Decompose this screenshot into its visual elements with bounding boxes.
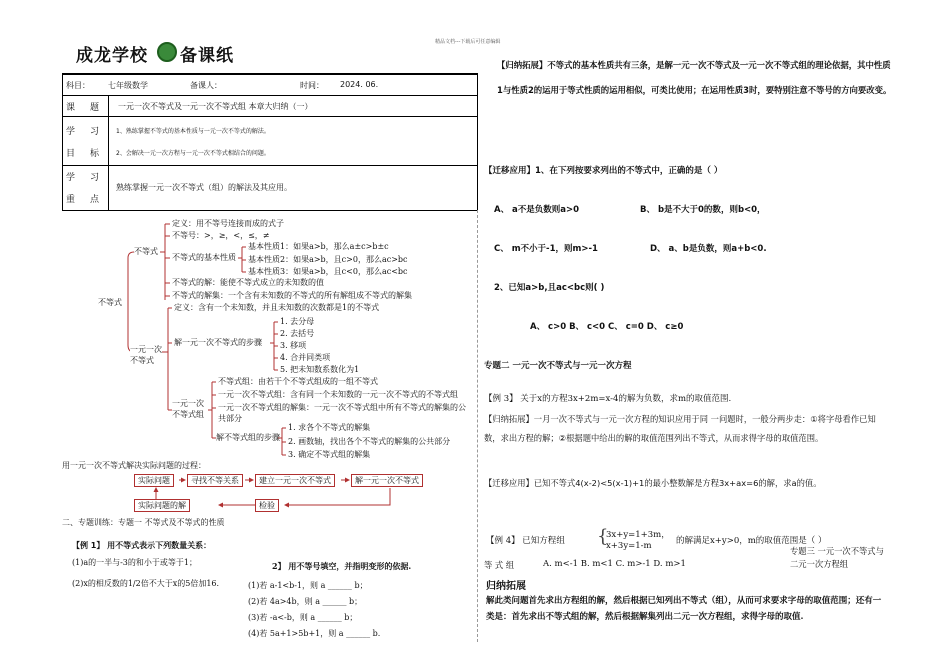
mindmap-node: 不等式组：由若干个不等式组成的一组不等式 bbox=[218, 377, 378, 386]
mindmap-node: 4. 合并同类项 bbox=[280, 353, 331, 362]
brace-icon: { bbox=[597, 526, 609, 547]
fill-blank: (1)若 a-1<b-1，则 a ______ b； bbox=[248, 581, 368, 590]
mindmap-node: 5. 把未知数系数化为1 bbox=[280, 365, 360, 374]
example-condition: 的解满足x+y>0，m的取值范围是（ ） bbox=[676, 536, 827, 546]
mindmap-node: 基本性质2：如果a>b，且c>0，那么ac>bc bbox=[248, 255, 408, 264]
mindmap-node: 定义：用不等号连接而成的式子 bbox=[172, 219, 284, 228]
goal-item: 1、熟练掌握不等式的基本性质与一元一次不等式的解法。 bbox=[116, 128, 270, 135]
question-options: A、 c>0 B、 c<0 C、 c=0 D、 c≥0 bbox=[530, 322, 684, 332]
subject-label: 科目： bbox=[66, 81, 90, 90]
mindmap-node: 3. 确定不等式组的解集 bbox=[288, 450, 371, 459]
goal-label: 学 bbox=[66, 127, 76, 137]
flow-box: 解一元一次不等式 bbox=[351, 474, 423, 487]
fill-blank: (2)若 4a>4b，则 a ______ b； bbox=[248, 597, 363, 606]
section-heading: 专题三 一元一次不等式与二元一次方程组 bbox=[790, 546, 884, 569]
mindmap-node: 不等号：>，≥，<，≤，≠ bbox=[172, 231, 270, 240]
topic-label: 课 bbox=[66, 103, 76, 113]
example-question: (1)a的一半与-3的和小于或等于1； bbox=[72, 558, 197, 567]
key-label: 习 bbox=[90, 173, 100, 183]
flow-box: 建立一元一次不等式 bbox=[255, 474, 335, 487]
equation: x+3y=1-m bbox=[606, 541, 652, 551]
goal-label: 习 bbox=[90, 127, 100, 137]
key-label: 点 bbox=[90, 195, 100, 205]
goal-item: 2、会解决一元一次方程与一元一次不等式相结合的问题。 bbox=[116, 150, 270, 157]
mindmap-node: 1. 去分母 bbox=[280, 317, 315, 326]
mindmap-node: 一元一次不等式组 bbox=[172, 399, 204, 419]
watermark: 精品文档---下载后可任意编辑 bbox=[435, 39, 501, 45]
mindmap-node: 不等式的基本性质 bbox=[172, 253, 236, 262]
goal-label: 目 bbox=[66, 149, 76, 159]
mindmap-node: 2. 画数轴，找出各个不等式的解集的公共部分 bbox=[288, 437, 451, 446]
application-paragraph: 【迁移应用】已知不等式4(x-2)<5(x-1)+1的最小整数解是方程3x+ax=6的解，求a的值。 bbox=[484, 478, 822, 488]
key-value: 熟练掌握一元一次不等式（组）的解法及其应用。 bbox=[116, 183, 292, 192]
option: D、 a、b是负数，则a+b<0. bbox=[650, 244, 767, 254]
mindmap-node: 基本性质1：如果a>b，那么a±c>b±c bbox=[248, 242, 389, 251]
example-title: 【例 3】 关于x的方程3x+2m=x-4的解为负数，求m的取值范围. bbox=[484, 394, 732, 404]
mindmap-node: 2. 去括号 bbox=[280, 329, 315, 338]
topic-value: 一元一次不等式及一元一次不等式组 本章大归纳（一） bbox=[118, 102, 313, 111]
induction-paragraph: 解此类问题首先求出方程组的解，然后根据已知列出不等式（组），从而可求要求字母的取值范围；还有一类是：首先求出不等式组的解，然后根据解集列出二元一次方程组，求得字母的取值. bbox=[486, 596, 882, 622]
option: C、 m不小于-1，则m>-1 bbox=[494, 244, 598, 254]
flow-box: 寻找不等关系 bbox=[187, 474, 243, 487]
mindmap-node: 解一元一次不等式的步骤 bbox=[174, 338, 262, 347]
application-title: 【迁移应用】1、在下列按要求列出的不等式中，正确的是（ ） bbox=[484, 166, 723, 176]
flow-box: 实际问题 bbox=[134, 474, 174, 487]
fill-blank: (3)若 -a<-b，则 a ______ b； bbox=[248, 613, 358, 622]
mindmap-node: 1. 求各个不等式的解集 bbox=[288, 423, 371, 432]
goal-label: 标 bbox=[90, 149, 100, 159]
page-title: 备课纸 bbox=[180, 46, 234, 66]
section-heading: 二、专题训练：专题一 不等式及不等式的性质 bbox=[62, 518, 225, 527]
key-label: 重 bbox=[66, 195, 76, 205]
subject-value: 七年级数学 bbox=[108, 81, 148, 90]
example-title: 【例 1】 用不等式表示下列数量关系： bbox=[72, 541, 212, 550]
question: 2、已知a>b,且ac<bc则( ) bbox=[494, 283, 605, 293]
time-label: 时间： bbox=[300, 81, 324, 90]
section-heading: 专题二 一元一次不等式与一元一次方程 bbox=[484, 361, 632, 371]
mindmap-node: 一元一次不等式组的解集：一元一次不等式组中所有不等式的解集的公共部分 bbox=[218, 403, 466, 423]
induction-paragraph: 【归纳拓展】一月一次不等式与一元一次方程的知识应用于同 一问题时，一般分两步走：①将字母看作已知数，求出方程的解；②根据题中给出的解的取值范围列出不等式，从而求得字母的取值范围。 bbox=[484, 414, 876, 443]
option: B、 b是不大于0的数，则b<0， bbox=[640, 205, 766, 215]
mindmap-node: 不等式的解集：一个含有未知数的不等式的所有解组成不等式的解集 bbox=[172, 291, 412, 300]
mindmap-node: 基本性质3：如果a>b，且c<0，那么ac<bc bbox=[248, 267, 408, 276]
example-title: 2】 用不等号填空，并指明变形的依据. bbox=[272, 561, 412, 571]
induction-heading: 归纳拓展 bbox=[486, 581, 526, 592]
mindmap-node: 一元一次不等式 bbox=[130, 345, 162, 365]
flow-box: 检验 bbox=[255, 499, 279, 512]
key-label: 学 bbox=[66, 173, 76, 183]
flow-box: 实际问题的解 bbox=[134, 499, 190, 512]
option: A、 a不是负数则a>0 bbox=[494, 205, 580, 215]
equation: 3x+y=1+3m， bbox=[606, 530, 670, 540]
mindmap-node: 一元一次不等式组：含有同一个未知数的一元一次不等式的不等式组 bbox=[218, 390, 458, 399]
fill-blank: (4)若 5a+1>5b+1，则 a ______ b. bbox=[248, 629, 381, 638]
induction-paragraph: 【归纳拓展】不等式的基本性质共有三条，是解一元一次不等式及一元一次不等式组的理论依据，其中性质1与性质2的运用于等式性质的运用相似，可类比使用；在运用性质3时，要特别注意不等号的方向要改变。 bbox=[497, 60, 892, 95]
options-lead: 等 式 组 bbox=[484, 560, 515, 570]
mindmap-root: 不等式 bbox=[98, 298, 122, 307]
mindmap-node: 不等式的解：能使不等式成立的未知数的值 bbox=[172, 278, 324, 287]
mindmap-node: 3. 移项 bbox=[280, 341, 307, 350]
school-name: 成龙学校 bbox=[76, 46, 148, 66]
example-title: 【例 4】 已知方程组 bbox=[486, 536, 565, 546]
mindmap-node: 定义：含有一个未知数，并且未知数的次数都是1的不等式 bbox=[174, 303, 380, 312]
topic-label: 题 bbox=[90, 103, 100, 113]
example-question: (2)x的相反数的1/2倍不大于x的5倍加16. bbox=[72, 579, 220, 588]
flow-title: 用一元一次不等式解决实际问题的过程： bbox=[62, 461, 206, 470]
mindmap-node: 解不等式组的步骤 bbox=[216, 433, 280, 442]
mindmap-node: 不等式 bbox=[134, 247, 158, 256]
time-value: 2024. 06. bbox=[340, 80, 379, 89]
question-options: A. m<-1 B. m<1 C. m>-1 D. m>1 bbox=[543, 559, 686, 569]
teacher-label: 备课人： bbox=[190, 81, 222, 90]
